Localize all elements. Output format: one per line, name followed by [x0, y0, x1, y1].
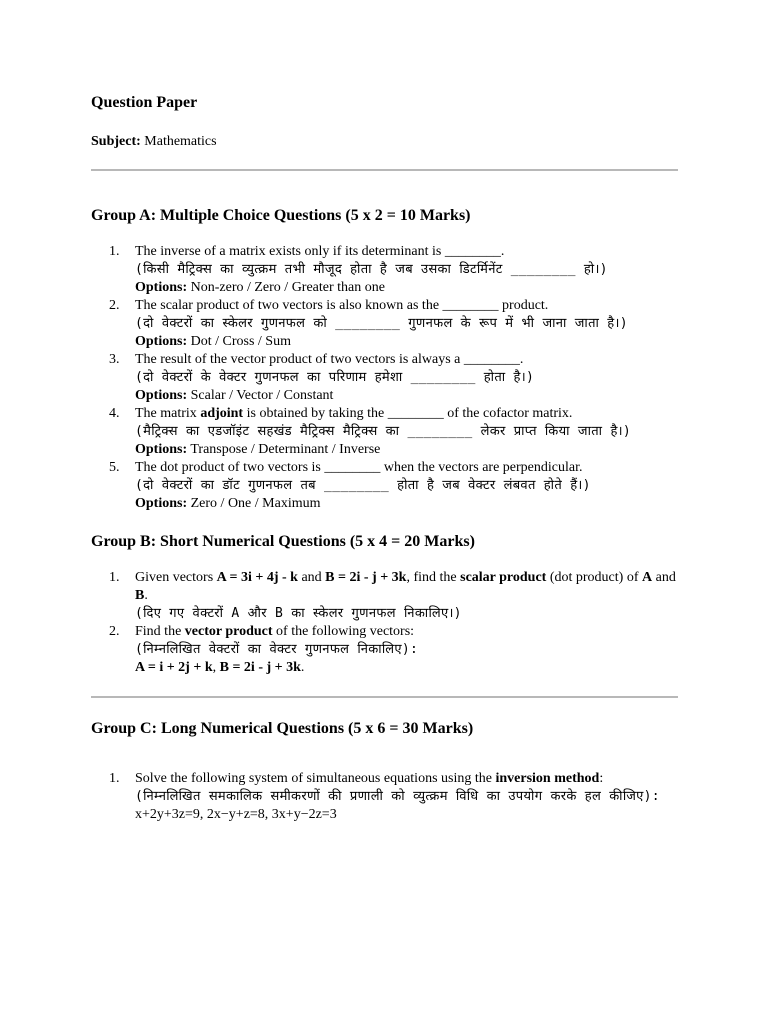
options-label: Options: [135, 496, 188, 511]
subject-label: Subject: [91, 134, 141, 149]
question-hindi: (दिए गए वेक्टरों A और B का स्केलर गुणनफल निकालिए।) [135, 606, 462, 621]
options-label: Options: [135, 334, 188, 349]
group-b-questions [91, 569, 678, 677]
question-number: 1. [109, 244, 120, 259]
equations: x+2y+3z=9, 2x−y+z=8, 3x+y−2z=3 [135, 807, 337, 822]
question-a5 [91, 459, 678, 513]
vector-a-definition: A = 3i + 4j - k [216, 570, 298, 585]
paper-content [91, 92, 678, 824]
question-text-post: is obtained by taking the ________ of the cofactor matrix. [243, 406, 573, 421]
question-hindi: (दो वेक्टरों का डॉट गुणनफल तब ________ होता है जब वेक्टर लंबवत होते हैं।) [135, 478, 591, 493]
text-segment: , [212, 660, 220, 675]
text-segment: of the following vectors: [272, 624, 415, 639]
question-options [135, 496, 321, 511]
question-number: 1. [109, 570, 120, 585]
question-a4 [91, 405, 678, 459]
group-c-title: Group C: Long Numerical Questions (5 x 6 = 30 Marks) [91, 720, 474, 737]
question-hindi: (मैट्रिक्स का एडजॉइंट सहखंड मैट्रिक्स मैट्रिक्स का ________ लेकर प्राप्त किया जाता है।) [135, 424, 631, 439]
paper-title: Question Paper [91, 94, 198, 111]
question-options [135, 388, 333, 403]
group-b-title: Group B: Short Numerical Questions (5 x 4 = 20 Marks) [91, 533, 475, 550]
options-values: Non-zero / Zero / Greater than one [190, 280, 385, 295]
group-a-questions [91, 243, 678, 513]
question-options [135, 442, 380, 457]
question-text [135, 406, 572, 421]
options-values: Dot / Cross / Sum [190, 334, 291, 349]
question-text: The inverse of a matrix exists only if its determinant is ________. [135, 244, 505, 259]
vector-b-definition: B = 2i - j + 3k [325, 570, 407, 585]
question-a2 [91, 297, 678, 351]
question-number: 1. [109, 771, 120, 786]
question-number: 3. [109, 352, 120, 367]
group-a-title: Group A: Multiple Choice Questions (5 x 2 = 10 Marks) [91, 207, 471, 224]
text-segment: . [144, 588, 148, 603]
text-segment: , find the [406, 570, 461, 585]
question-hindi: (निम्नलिखित समकालिक समीकरणों की प्रणाली को व्युत्क्रम विधि का उपयोग करके हल कीजिए): [135, 789, 660, 804]
question-hindi: (किसी मैट्रिक्स का व्युत्क्रम तभी मौजूद होता है जब उसका डिटर्मिनेंट ________ हो।) [135, 262, 608, 277]
question-number: 5. [109, 460, 120, 475]
subject-value: Mathematics [144, 134, 217, 149]
question-text [135, 624, 414, 639]
question-options [135, 334, 291, 349]
question-a1 [91, 243, 678, 297]
vector-definitions [135, 660, 304, 675]
text-segment: Solve the following system of simultaneous equations using the [135, 771, 496, 786]
term-scalar-product: scalar product [460, 570, 547, 585]
question-a3 [91, 351, 678, 405]
options-values: Zero / One / Maximum [190, 496, 321, 511]
question-text: The result of the vector product of two vectors is always a ________. [135, 352, 524, 367]
term-inversion-method: inversion method [495, 771, 600, 786]
vector-b-definition: B = 2i - j + 3k [219, 660, 301, 675]
subject-line [91, 132, 678, 152]
text-segment: and [652, 570, 676, 585]
options-label: Options: [135, 280, 188, 295]
text-segment: and [297, 570, 326, 585]
question-number: 2. [109, 298, 120, 313]
text-segment: (dot product) of [546, 570, 642, 585]
question-text [135, 771, 603, 786]
options-label: Options: [135, 388, 188, 403]
options-values: Transpose / Determinant / Inverse [190, 442, 381, 457]
question-hindi: (दो वेक्टरों के वेक्टर गुणनफल का परिणाम हमेशा ________ होता है।) [135, 370, 535, 385]
vector-a: A [642, 570, 653, 585]
options-label: Options: [135, 442, 188, 457]
text-segment: : [599, 771, 604, 786]
section-divider [91, 169, 678, 171]
question-hindi: (निम्नलिखित वेक्टरों का वेक्टर गुणनफल निकालिए): [135, 642, 419, 657]
question-number: 2. [109, 624, 120, 639]
question-text-pre: The matrix [135, 406, 201, 421]
term-vector-product: vector product [184, 624, 273, 639]
question-text: The scalar product of two vectors is also known as the ________ product. [135, 298, 549, 313]
text-segment: . [300, 660, 305, 675]
section-divider [91, 696, 678, 698]
question-hindi: (दो वेक्टरों का स्केलर गुणनफल को ________ गुणनफल के रूप में भी जाना जाता है।) [135, 316, 628, 331]
vector-b: B [135, 588, 145, 603]
text-segment: Find the [135, 624, 185, 639]
question-text [135, 570, 676, 603]
question-c1 [91, 770, 678, 824]
question-text: The dot product of two vectors is ________ when the vectors are perpendicular. [135, 460, 583, 475]
term-adjoint: adjoint [200, 406, 244, 421]
group-c-questions [91, 770, 678, 824]
question-b2 [91, 623, 678, 677]
question-options [135, 280, 385, 295]
vector-a-definition: A = i + 2j + k [135, 660, 213, 675]
question-b1 [91, 569, 678, 623]
options-values: Scalar / Vector / Constant [190, 388, 334, 403]
text-segment: Given vectors [135, 570, 217, 585]
question-number: 4. [109, 406, 120, 421]
